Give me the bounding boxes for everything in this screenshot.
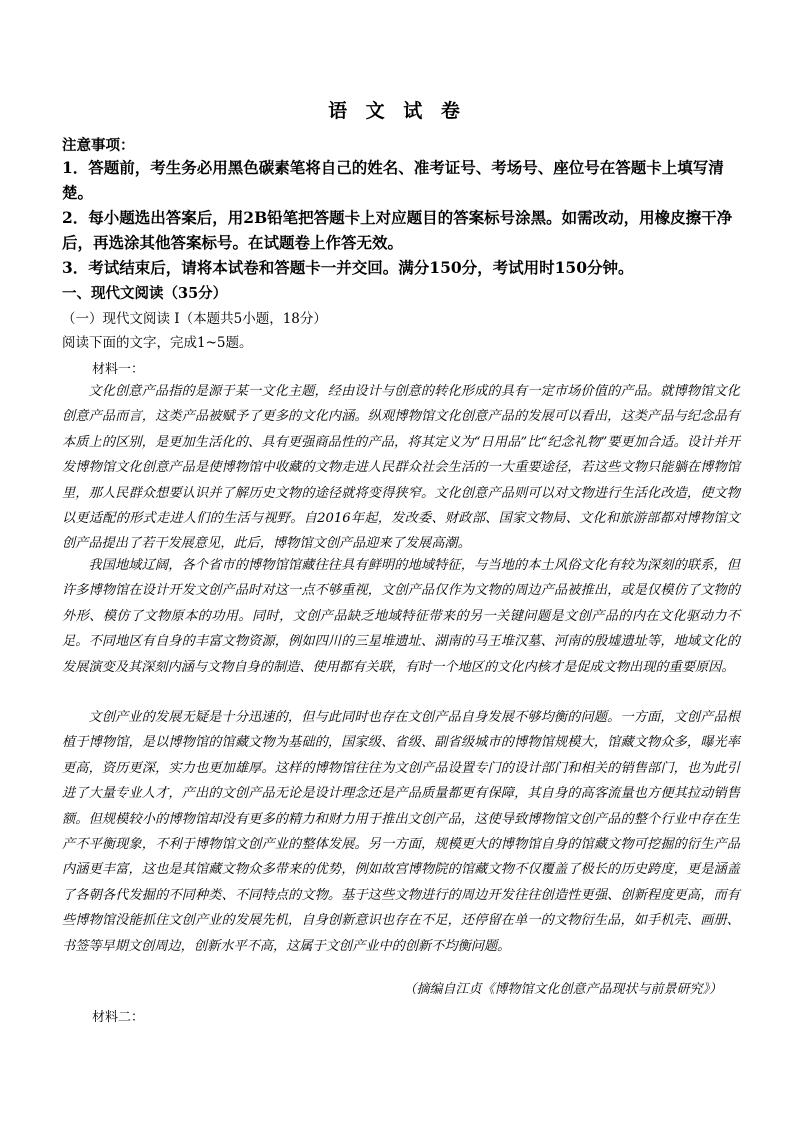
note-item-2: 2．每小题选出答案后，用2B铅笔把答题卡上对应题目的答案标号涂黑。如需改动，用橡皮擦干净后，再选涂其他答案标号。在试题卷上作答无效。 <box>62 208 733 252</box>
material-2-label: 材料二： <box>92 1010 145 1025</box>
sub-section-heading: （一）现代文阅读 I（本题共5小题，18分） <box>62 311 327 327</box>
reading-instruction: 阅读下面的文字，完成1~5题。 <box>62 335 253 351</box>
material-1-label: 材料一： <box>92 362 145 377</box>
page-title: 语 文 试 卷 <box>328 100 466 122</box>
note-item-1: 1．答题前，考生务必用黑色碳素笔将自己的姓名、准考证号、考场号、座位号在答题卡上填写清楚。 <box>62 158 724 202</box>
material-1-paragraph-2: 我国地域辽阔，各个省市的博物馆馆藏往往具有鲜明的地域特征，与当地的本土风俗文化有较为深刻的联系，但许多博物馆在设计开发文创产品时对这一点不够重视，文创产品仅作为文物的周边产品被推出，或是仅模仿了文物的外形、模仿了文物原本的功用。同时，文创产品缺乏地域特征带来的另一关键问题是文创产品的内在文化驱动力不足。不同地区有自身的丰富文物资源，例如四川的三星堆遗址、湖南的马王堆汉墓、河南的殷墟遗址等，地域文化的发展演变及其深刻内涵与文物自身的制造、使用都有关联，有时一个地区的文化内核才是促成文物出现的重要原因。 <box>62 558 740 675</box>
section-heading: 一、现代文阅读（35分） <box>62 285 228 302</box>
material-1-paragraph-1: 文化创意产品指的是源于某一文化主题，经由设计与创意的转化形成的具有一定市场价值的产品。就博物馆文化创意产品而言，这类产品被赋予了更多的文化内涵。纵观博物馆文化创意产品的发展可以看出，这类产品与纪念品有本质上的区别，是更加生活化的、具有更强商品性的产品，将其定义为“日用品”比“纪念礼物”要更加合适。设计并开发博物馆文化创意产品是使博物馆中收藏的文物走进人民群众社会生活的一大重要途径，若这些文物只能躺在博物馆里，那人民群众想要认识并了解历史文物的途径就将变得狭窄。文化创意产品则可以对文物进行生活化改造，使文物以更适配的形式走进人们的生活与视野。自2016年起，发改委、财政部、国家文物局、文化和旅游部都对博物馆文创产品提出了若干发展意见，此后，博物馆文创产品迎来了发展高潮。 <box>62 384 740 552</box>
material-1-citation: （摘编自江贞《博物馆文化创意产品现状与前景研究》） <box>403 982 722 997</box>
material-1-paragraph-3: 文创产业的发展无疑是十分迅速的，但与此同时也存在文创产品自身发展不够均衡的问题。一方面，文创产品根植于博物馆，是以博物馆的馆藏文物为基础的，国家级、省级、副省级城市的博物馆规模大，馆藏文物众多，曝光率更高，资历更深，实力也更加雄厚。这样的博物馆往往为文创产品设置专门的设计部门和相关的销售部门，也为此引进了大量专业人才，产出的文创产品无论是设计理念还是产品质量都更有保障，其自身的高客流量也方便其拉动销售额。但规模较小的博物馆却没有更多的精力和财力用于推出文创产品，这使导致博物馆文创产品的整个行业中存在生产不平衡现象，不利于博物馆文创产业的整体发展。另一方面，规模更大的博物馆自身的馆藏文物可挖掘的衍生产品内涵更丰富，这也是其馆藏文物众多带来的优势，例如故宫博物院的馆藏文物不仅覆盖了极长的历史跨度，更是涵盖了各朝各代发掘的不同种类、不同特点的文物。基于这些文物进行的周边开发往往创造性更强、创新程度更高，而有些博物馆没能抓住文创产业的发展先机，自身创新意识也存在不足，还停留在单一的文物衍生品，如手机壳、画册、书签等早期文创周边，创新水平不高，这属于文创产业中的创新不均衡问题。 <box>62 710 740 954</box>
notes-heading: 注意事项： <box>62 137 135 154</box>
note-item-3: 3．考试结束后，请将本试卷和答题卡一并交回。满分150分，考试用时150分钟。 <box>62 258 634 277</box>
